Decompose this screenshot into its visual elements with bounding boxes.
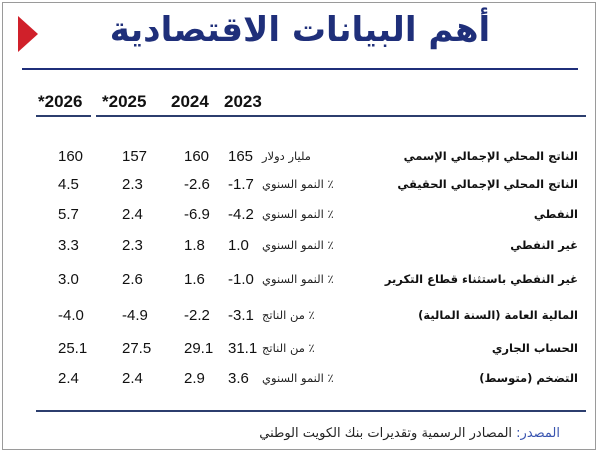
row-label: غير النفطي [510, 238, 578, 252]
value-2024: -2.6 [184, 176, 210, 193]
row-unit: مليار دولار [262, 149, 311, 163]
row-unit: ٪ النمو السنوي [262, 371, 334, 385]
value-2023: -3.1 [228, 307, 254, 324]
table-row [0, 237, 600, 259]
table-row [0, 148, 600, 170]
year-header: *2026 [38, 92, 83, 111]
value-2023: -1.0 [228, 271, 254, 288]
value-2026: 4.5 [58, 176, 79, 193]
value-2025: 2.3 [122, 176, 143, 193]
value-2025: 157 [122, 148, 148, 165]
value-2026: 5.7 [58, 206, 79, 223]
bottom-rule [36, 410, 586, 412]
value-2024: 29.1 [184, 340, 214, 357]
value-2023: 31.1 [228, 340, 258, 357]
table-row [0, 340, 600, 362]
value-2026: 3.0 [58, 271, 79, 288]
row-label: المالية العامة (السنة المالية) [418, 308, 578, 322]
row-unit: ٪ النمو السنوي [262, 177, 334, 191]
value-2026: 25.1 [58, 340, 88, 357]
row-label: الناتج المحلي الإجمالي الحقيقي [397, 177, 578, 191]
row-unit: ٪ النمو السنوي [262, 207, 334, 221]
value-2024: 2.9 [184, 370, 205, 387]
table-row [0, 307, 600, 329]
year-header: 2024 [171, 92, 209, 111]
table-row [0, 271, 600, 293]
value-2025: 2.4 [122, 370, 143, 387]
value-2023: 1.0 [228, 237, 249, 254]
value-2025: 2.6 [122, 271, 143, 288]
row-unit: ٪ النمو السنوي [262, 238, 334, 252]
source-text: المصادر الرسمية وتقديرات بنك الكويت الوطني [259, 426, 517, 441]
value-2024: 160 [184, 148, 210, 165]
value-2024: 1.6 [184, 271, 205, 288]
row-label: غير النفطي باستثناء قطاع التكرير [384, 272, 578, 286]
year-header-row [0, 92, 600, 114]
source-label: المصدر: [516, 426, 560, 441]
value-2024: 1.8 [184, 237, 205, 254]
title-divider [22, 68, 578, 70]
table-row [0, 206, 600, 228]
year-header: *2025 [102, 92, 147, 111]
value-2024: -2.2 [184, 307, 210, 324]
value-2025: 27.5 [122, 340, 152, 357]
value-2023: -1.7 [228, 176, 254, 193]
row-label: النفطي [533, 207, 578, 221]
header-rule-segment [36, 115, 91, 117]
row-label: الناتج المحلي الإجمالي الإسمي [403, 149, 578, 163]
value-2026: 3.3 [58, 237, 79, 254]
row-unit: ٪ من الناتج [262, 341, 315, 355]
row-unit: ٪ من الناتج [262, 308, 315, 322]
table-row [0, 176, 600, 198]
value-2025: 2.3 [122, 237, 143, 254]
table-row [0, 370, 600, 392]
value-2026: 160 [58, 148, 84, 165]
year-header: 2023 [224, 92, 262, 111]
value-2025: -4.9 [122, 307, 148, 324]
row-label: التضخم (متوسط) [479, 371, 578, 385]
source-note [259, 426, 560, 441]
value-2025: 2.4 [122, 206, 143, 223]
value-2026: -4.0 [58, 307, 84, 324]
row-unit: ٪ النمو السنوي [262, 272, 334, 286]
row-label: الحساب الجاري [491, 341, 578, 355]
value-2024: -6.9 [184, 206, 210, 223]
value-2023: 3.6 [228, 370, 249, 387]
value-2023: 165 [228, 148, 254, 165]
page-title: أهم البيانات الاقتصادية [109, 10, 491, 50]
value-2026: 2.4 [58, 370, 79, 387]
value-2023: -4.2 [228, 206, 254, 223]
header-rule [96, 115, 586, 117]
